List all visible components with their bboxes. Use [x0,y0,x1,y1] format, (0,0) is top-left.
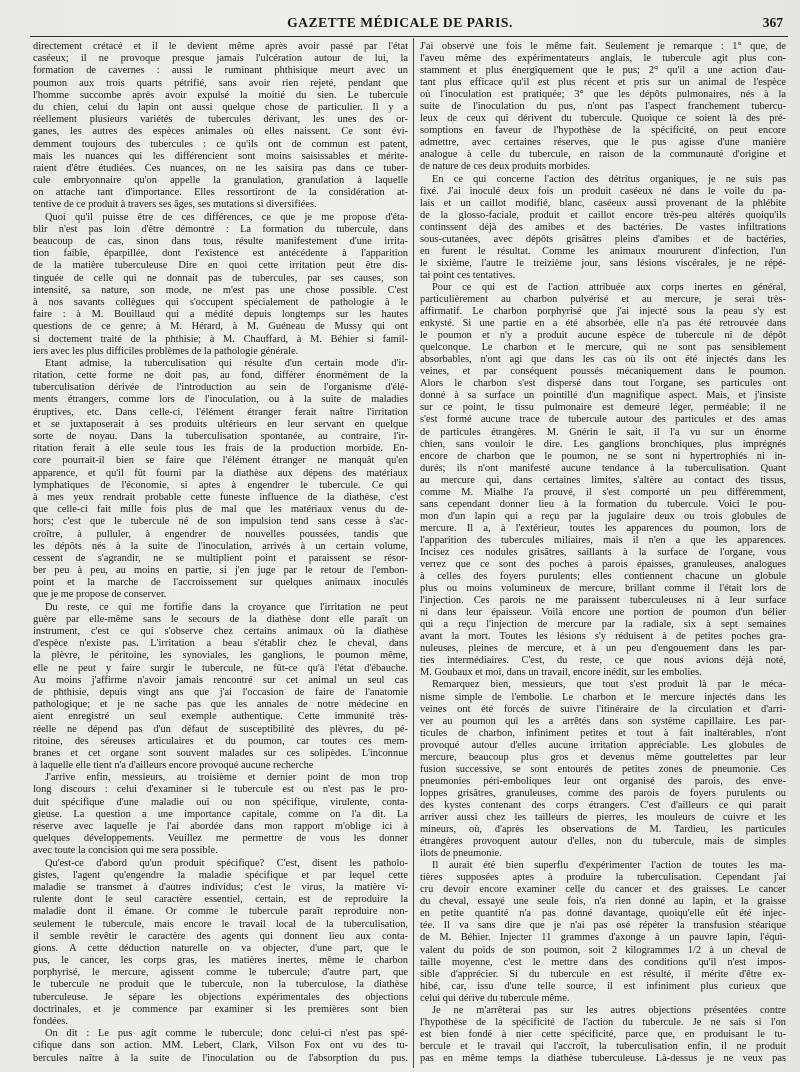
text-line: Pour ce qui est de l'action attribuée aux corps inertes en général, [432,281,786,293]
text-line: le sixième, l'autre le treizième jour, sans lésions viscérales, je ne répé- [420,257,786,269]
text-line: avant la mort. Toutes les lésions s'y réduisent à de petites poches gra- [420,631,786,643]
text-line: ritation ferait à elle seule tous les frais de la production morbide. En- [33,443,408,455]
text-line: sorte de noyau. Dans la tuberculisation spontanée, au contraire, l'ir- [33,431,408,442]
text-line: J'arrive enfin, messieurs, au troisième et dernier point de mon trop [45,772,408,784]
text-line: maladie se transmet à d'autres individus; c'est le virus, la matière vi- [33,881,408,893]
text-line: long discours : celui d'examiner si le tubercule est ou n'est pas le pro- [33,784,408,796]
text-line: suite de l'inoculation du pus, n'ont pas l'aspect franchement tubercu- [420,101,786,113]
text-line: chien, sans vouloir le dire. Les ganglions bronchiques, plus imprégnés [420,438,786,450]
text-line: étrangères provoquent autour d'elles, non du tubercule, mais de simples [420,836,786,848]
text-line: Quoi qu'il puisse être de ces différences, ce que je me propose d'éta- [45,211,408,223]
text-line: où l'inoculation est pratiquée; 3° que les dépôts pulmonaires, nés à la [420,89,786,101]
paragraph [420,174,786,282]
text-line: gistes, l'agent qu'engendre la maladie spécifique et par lequel cette [33,869,408,881]
header-rule [30,36,788,37]
paragraph [420,679,786,860]
text-line: affirmatif. Le charbon porphyrisé que j'ai injecté sous la peau s'y est [420,306,786,318]
text-line: ni dans leur épaisseur. Voilà encore une portion de poumon d'un bélier [420,607,786,619]
text-line: encore de charbon que le poumon, ne se sont ni hypertrophiés ni in- [420,450,786,462]
text-line: point et la marche de l'accroissement sur quelques animaux inoculés [33,577,408,589]
text-line: duit spécifique d'une maladie oui ou non spécifique, virulente, conta- [33,796,408,808]
paragraph [33,858,408,1029]
text-line: ties intermédiaires. C'est, du reste, ce que nous avions déjà noté, [420,655,786,667]
text-line: quelconque. Le charbon et le mercure, qui ne sont pas sensiblement [420,342,786,354]
text-line: doctrinales, et je commence par examiner si les premières sont bien [33,1003,408,1015]
text-line: tières supposées aptes à produire la tuberculisation. Cependant j'ai [420,872,786,884]
text-line: si doctement traité de la phthisie; à M. Chauffard, à M. Béhier si famil- [33,333,408,345]
text-line: ganes, les autres des espèces animales où elles naissent. Ce sont évi- [33,126,408,138]
text-line: Etant admise, la tuberculisation qui résulte d'un certain mode d'ir- [45,357,408,369]
text-line: beaucoup de cas, sinon dans tous, résulte manifestement d'une irrita- [33,236,408,247]
text-line: réserve avec laquelle je l'ai abordée dans mon rapport m'oblige ici à [33,821,408,832]
text-line: caséeux; il ne provoque presque jamais l'ulcération autour de lui, la [33,53,408,65]
text-line: core pourrait-il bien se faire que l'élément étranger ne manquât qu'en [33,455,408,467]
text-line: de particules étrangères. M. Gnérin le sait, il l'a vu sur un énorme [420,426,786,438]
text-line: l'aveu même des expérimentateurs anglais, le tubercule agit plus con- [420,53,786,65]
text-line: Alors le charbon s'est dispersé dans tout l'organe, ses particules ont [420,378,786,390]
text-line: Qu'est-ce d'abord qu'un produit spécifique? C'est, disent les patholo- [45,857,408,869]
text-line: sous-cutanées, avec dépôts grisâtres pleins d'amibes et de bactéries, [420,233,786,245]
text-line: continssent déjà des amibes et des bactéries. De vastes infiltrations [420,221,786,233]
text-line: ilots de pneumonie. [420,848,502,860]
text-line: cule embryonnaire qu'on appelle la granulation, granulation à laquelle [33,175,408,187]
text-line: des kystes contenant des corps étrangers. C'est d'ailleurs ce qui parait [420,799,786,811]
text-line: admettre, avec certaines réserves, que le pus agisse d'une manière [420,137,786,149]
text-line: Remarquez bien, messieurs, que tout s'est produit là par le méca- [432,679,786,691]
text-line: cru devoir encore examiner celle du cancer et des graisses. Le cancer [420,884,786,896]
text-line: rulente dont le seul caractère essentiel, certain, est de reproduire la [33,894,408,906]
text-line: de nature de ces deux produits morbides. [420,161,590,173]
text-line: J'ai observé une fois le même fait. Seulement je remarque : 1° que, de [420,41,786,52]
text-line: mercure, beaucoup plus gros et devenus même gouttelettes par leur [420,751,786,763]
text-line: stamment et plus énergiquement que le pus; 2° qu'il a une action d'au- [420,65,786,77]
text-line: de M. Béhier. Injecter 11 grammes d'axonge à un pauvre lapin, l'équi- [420,932,786,944]
text-line: M. Goubaux et moi, dans un travail, encore inédit, sur les embolies. [420,667,702,679]
text-line: bercule et le travail qui l'accroît, la tuberculisation enfin, il ne produit [420,1040,786,1052]
text-line: leux de ceux qui dérivent du tubercule. Quoique ce soient là des pré- [420,113,786,125]
text-line: arriver aussi chez les tailleurs de pierres, les mouleurs de cuivre et les [420,812,786,823]
text-line: bercules naître à la suite de l'inoculation ou de l'absorption du pus. [33,1052,408,1064]
text-line: s'est formé aucune trace de tubercule autour des particules et des amas [420,414,786,426]
text-line: donné à sa surface un pointillé d'un magnifique aspect. Mais, et j'insiste [420,390,786,402]
paragraph [33,41,408,212]
text-line: raient d'être étudiées. Ces nuances, on ne les saisira pas dans ce tuber- [33,162,408,174]
text-line: fondées. [33,1016,68,1027]
text-line: comme M. Mialhe l'a prouvé, il s'est comporté un peu différemment, [420,486,786,498]
text-line: en petite quantité n'a pas donné davantage, quoiqu'elle eût été injec- [420,908,786,920]
text-line: l'homme succombe après avoir expulsé la moitié du sien. Le tubercule [33,89,408,101]
text-line: tentive de ce produit à travers ses âges, ses mutations si diversifiées. [33,199,317,211]
text-line: durés; ils n'ont manifesté aucune tendance à la tuberculisation. Quant [420,462,786,474]
text-line: croître, à pulluler, à engendrer de nouvelles poussées, tandis que [33,528,408,540]
text-line: gions. A cette déduction naturelle on va objecter, d'une part, que le [33,942,408,954]
text-line: veines ont été forcés de suivre l'itinéraire de la circulation et d'arri- [420,703,786,715]
text-line: au mercure qui, dans certaines limites, s'altère au contact des tissus, [420,474,786,486]
text-line: lymphatiques de l'économie, si aptes à engendrer le tubercule. Ce qui [33,479,408,491]
text-line: à celles des foyers purulents; elles contiennent chacune un globule [420,571,786,583]
text-line: tuberculisation dérivée de l'introduction au sein de l'organisme d'élé- [33,382,408,394]
text-line: faire : à M. Bouillaud qui a médité depuis longtemps sur les hautes [33,309,408,321]
text-line: les dépôts nés à la suite de l'inoculation, arrivés à un certain volume, [33,540,408,552]
text-line: à mes yeux rendrait probable cette funeste influence de la diathèse, c'est [33,491,408,503]
text-line: blir n'est pas loin d'être démontré : La formation du tubercule, dans [33,223,408,235]
text-line: hibé, car, issu d'une telle source, il est infiniment plus curieux que [420,980,786,992]
text-line: tion faible, éparpillée, dont l'existence est antécédente à l'apparition [33,248,408,260]
text-line: plus ou moins volumineux de mercure, brillant comme il l'était lors de [420,583,786,595]
text-line: sible d'apprécier. Si du tubercule en est résulté, il mérite d'être ex- [420,968,786,980]
text-line: l'injection. Ces parois ne me paraissent tuberculeuses ni à leur surface [420,595,786,607]
text-line: pas en même temps la diathèse tuberculeuse. Là-dessus je ne veux pas [420,1052,786,1064]
text-line: verrez que ce sont des poches à parois épaisses, granuleuses, analogues [420,559,786,571]
text-line: de la matière tuberculeuse Dire en quoi cette irritation peut être dis- [33,260,408,272]
text-line: à laquelle elle tient n'a d'ailleurs encore provoqué aucune recherche [33,760,314,772]
text-line: ticules de charbon, infiniment petites et tout à fait inaltérables, n'ont [420,727,786,739]
text-line: l'apparition des tubercules miliaires, mais il n'en a que les apparences. [420,534,786,546]
text-line: nisme simple de l'embolie. Le charbon et le mercure injectés dans les [420,691,786,703]
text-line: porphyrisé, le mercure, agissent comme le tubercule; d'autre part, que [33,967,408,979]
text-line: sur ce point, le tissu pulmonaire est demeuré léger, perméable; il ne [420,402,786,414]
text-line: de la glosso-faciale, produit et caillot encore très-peu altérés quoiqu'ils [420,209,786,221]
page-number: 367 [762,15,783,30]
paragraph [33,212,408,358]
text-line: apparence, et qu'il fût fourni par la diathèse aux dépens des matériaux [33,467,408,479]
text-line: de phthisie, depuis vingt ans que j'ai l'occasion de faire de l'anatomie [33,686,408,698]
text-line: demment toujours des tubercules : ce qu'ils ont de commun est patent, [33,138,408,150]
text-line: lais et un caillot modifié, blanc, caséeux aussi provenant de la phlébite [420,197,786,209]
text-line: Il aurait été bien superflu d'expérimenter l'action de toutes les ma- [432,860,786,872]
text-line: quelques développements. Veuillez me permettre de vous les donner [33,833,408,845]
text-line: enkysté. Si une partie en a été absorbée, elle n'a pas été retrouvée dans [420,318,786,330]
text-line: tée. Il va sans dire que je n'ai pas osé répéter la transfusion stéarique [420,920,786,932]
paragraph [420,282,786,680]
text-line: elle ne peut y faire surgir le tubercule, ne fût-ce qu'à l'état d'ébauche. [33,662,408,674]
text-line: il semble revêtir le caractère des agents qui donnent lieu aux conta- [33,930,408,942]
text-line: absorbables, n'ont agi que dans les cas où ils ont été injectés dans les [420,354,786,366]
text-line: Du reste, ce qui me fortifie dans la croyance que l'irritation ne peut [45,601,408,613]
text-line: que celle-ci fait mille fois plus de mal que les matériaux venus du de- [33,504,408,516]
text-line: à nos savants collègues qui s'occupent spécialement de pathologie à le [33,296,408,308]
text-line: Incisez ces nodules grisâtres, saillants à la surface de l'organe, vous [420,546,786,558]
text-line: le tubercule ne produit que le tubercule, non la tuberculose, la diathèse [33,979,408,991]
text-line: du chien, celui du lapin ont aussi quelque chose de particulier. Il y a [33,101,408,113]
text-line: en furent le résultat. Comme les animaux moururent d'infection, l'un [420,245,786,257]
text-line: sans cependant donner lieu à la formation du tubercule. Voici le pou- [420,498,786,510]
text-line: taille moyenne, c'est le mettre dans des conditions qu'il n'est impos- [420,956,786,968]
text-line: du cheval, essayé une seule fois, n'a rien donné au lapin, et la graisse [420,896,786,908]
text-line: l'hypothèse de la spécificité de l'action du tubercule. Je ne sais si l'on [420,1016,786,1028]
text-line: le poumon et n'y a produit aucune espèce de tubercule ni de dépôt [420,330,786,342]
text-line: valent du poids de son poumon, soit 2 kilogrammes 1/2 à un cheval de [420,944,786,956]
text-line: ritation, cette forme ne doit pas, au fond, différer énormément de la [33,370,408,382]
text-line: aient enregistré un seul exemple authentique. Cette immunité très- [33,711,408,723]
text-line: pathologique; et je ne sache pas que les annales de notre médecine en [33,699,408,711]
paragraph [33,602,408,773]
text-line: ritoine, des séreuses articulaires et du poumon, car toutes ces mem- [33,735,408,747]
text-line: pneumonies péri-emboliques leur ont organisé des parois, des enve- [420,775,786,787]
text-line: d'espèce n'existe pas. L'irritation a beau s'établir chez le cheval, dans [33,638,408,650]
text-line: tinguée de celle qui ne donnait pas de tubercules, par ses causes, son [33,272,408,284]
text-line: loppes grisâtres, granuleuses, comme des parois de foyers purulents ou [420,787,786,799]
text-line: veines, et par conséquent poussés mécaniquement dans le poumon. [420,366,786,378]
text-line: Je ne m'arrêterai pas sur les autres objections présentées contre [432,1004,786,1016]
text-line: mais les nuances qui les différencient sont moins saisissables et mérite- [33,150,408,162]
text-line: ver au poumon qui les a arrêtés dans son système capillaire. Les par- [420,715,786,727]
text-line: cifique dans son action. MM. Lebert, Clark, Vilson Fox ont vu des tu- [33,1040,408,1052]
text-line: ber peu à peu, au moins en partie, si j'en juge par le retour de l'embon- [33,565,408,577]
text-line: celui qui dérive du tubercule même. [420,992,570,1004]
text-line: nuleuses, pleines de mercure, et à un peu d'engouement dans les par- [420,643,786,655]
text-line: En ce qui concerne l'action des détritus organiques, je ne suis pas [432,173,786,185]
running-head-title: GAZETTE MÉDICALE DE PARIS. [287,15,513,30]
text-line: intensité, sa nature, son mode, ne m'est pas une chose possible. C'est [33,284,408,296]
text-line: gieuse. La question a une importance capitale, comme on l'a dit. La [33,808,408,820]
text-line: seulement le tubercule, mais encore le travail local de la tuberculisation, [33,918,408,930]
paragraph [420,41,786,174]
text-line: questions de ce genre; à M. Hérard, à M. Guéneau de Mussy qui ont [33,321,408,333]
text-line: provoqué autour d'elles aucune irritation appréciable. Les globules de [420,739,786,751]
text-line: On dit : Le pus agit comme le tubercule; donc celui-ci n'est pas spé- [45,1028,408,1040]
text-line: éruptives, etc. Dans celle-ci, l'élément étranger ferait naître l'irritation [33,406,408,418]
text-line: Au moins j'affirme n'avoir jamais rencontré sur cet animal un seul cas [33,674,408,686]
text-line: branes et cet organe sont souvent malades sur ces solipèdes. L'inconnue [33,747,408,759]
text-line: avec toute la concision qui me sera possible. [33,845,218,857]
paragraph [420,860,786,1005]
text-line: tai point ces tentatives. [420,269,516,281]
text-line: iers avec les plus difficiles problèmes de la pathologie générale. [33,345,299,357]
text-line: mon d'un lapin qui a reçu par la jugulaire deux ou trois globules de [420,510,786,522]
text-line: mineurs, où, d'après les observations de M. Tardieu, les particules [420,824,786,836]
text-line: réellement plusieurs variétés de tubercules dérivant, les unes des or- [33,114,408,126]
text-line: formation de cavernes : aussi le ruminant phthisique meurt avec un [33,65,408,77]
text-line: somptions en faveur de l'hypothèse de la spécificité, on peut encore [420,125,786,137]
left-column [33,41,408,1065]
text-line: est bien fondé à nier cette spécificité, parce que, en produisant le tu- [420,1028,786,1040]
paragraph [420,1005,786,1065]
text-line: fixé. J'ai inoculé deux fois un produit caséeux né dans le voile du pa- [420,185,786,197]
text-line: tuberculeuse. Je sépare les objections expérimentales des objections [33,991,408,1003]
text-line: mercure. Il a, à l'extérieur, toutes les apparences du poumon, lors de [420,522,786,534]
paragraph [33,1028,408,1065]
text-line: fusion successive, se sont entourés de petites zones de pneumonie. Ces [420,763,786,775]
column-rule [413,38,414,1068]
text-line: et se juxtaposerait à ses produits ultérieurs en leur servant en quelque [33,418,408,430]
text-line: poumon aux trois quarts pétrifié, sans avoir rien rejeté, pendant que [33,77,408,89]
text-line: directement crétacé et il le devient même après avoir passé par l'état [33,41,408,52]
paragraph [33,358,408,602]
text-line: guère par elle-même sans le secours de la diathèse dont elle paraît un [33,613,408,625]
text-line: maladie dont il émane. Or comme le tubercule paraît reproduire non- [33,906,408,918]
text-line: pus, le cancer, les corps gras, les matières inertes, même le charbon [33,955,408,967]
text-line: ments étrangers, comme lors de l'inoculation, ou à la suite de maladies [33,394,408,406]
text-line: cessent de s'agrandir, ne se multiplient point et paraissent se résor- [33,552,408,564]
text-line: on attache tant d'importance. Elles ressortiront de la considération at- [33,187,408,199]
text-line: la plèvre, le péritoine, les synoviales, les ganglions, le poumon même, [33,650,408,662]
right-column [420,41,786,1065]
text-line: que je me propose de conserver. [33,589,167,601]
text-line: hors; c'est que le tubercule né de son impulsion tend sans cesse à s'ac- [33,516,408,528]
text-line: instrument, c'est ce qui s'observe chez certains animaux où la diathèse [33,626,408,637]
paragraph [33,772,408,857]
text-line: tant plus efficace qu'il est plus récent et pris sur un animal de l'espèce [420,77,786,89]
text-line: analogue à celle du tubercule, en raison de la communauté d'origine et [420,149,786,161]
text-line: réelle ne dépend pas d'un défaut de susceptibilité des plèvres, du pé- [33,723,408,735]
text-line: qui a reçu l'injection de mercure par la radiale, six à sept semaines [420,619,786,631]
text-line: particulièrement au charbon pulvérisé et au mercure, je serai très- [420,293,786,305]
